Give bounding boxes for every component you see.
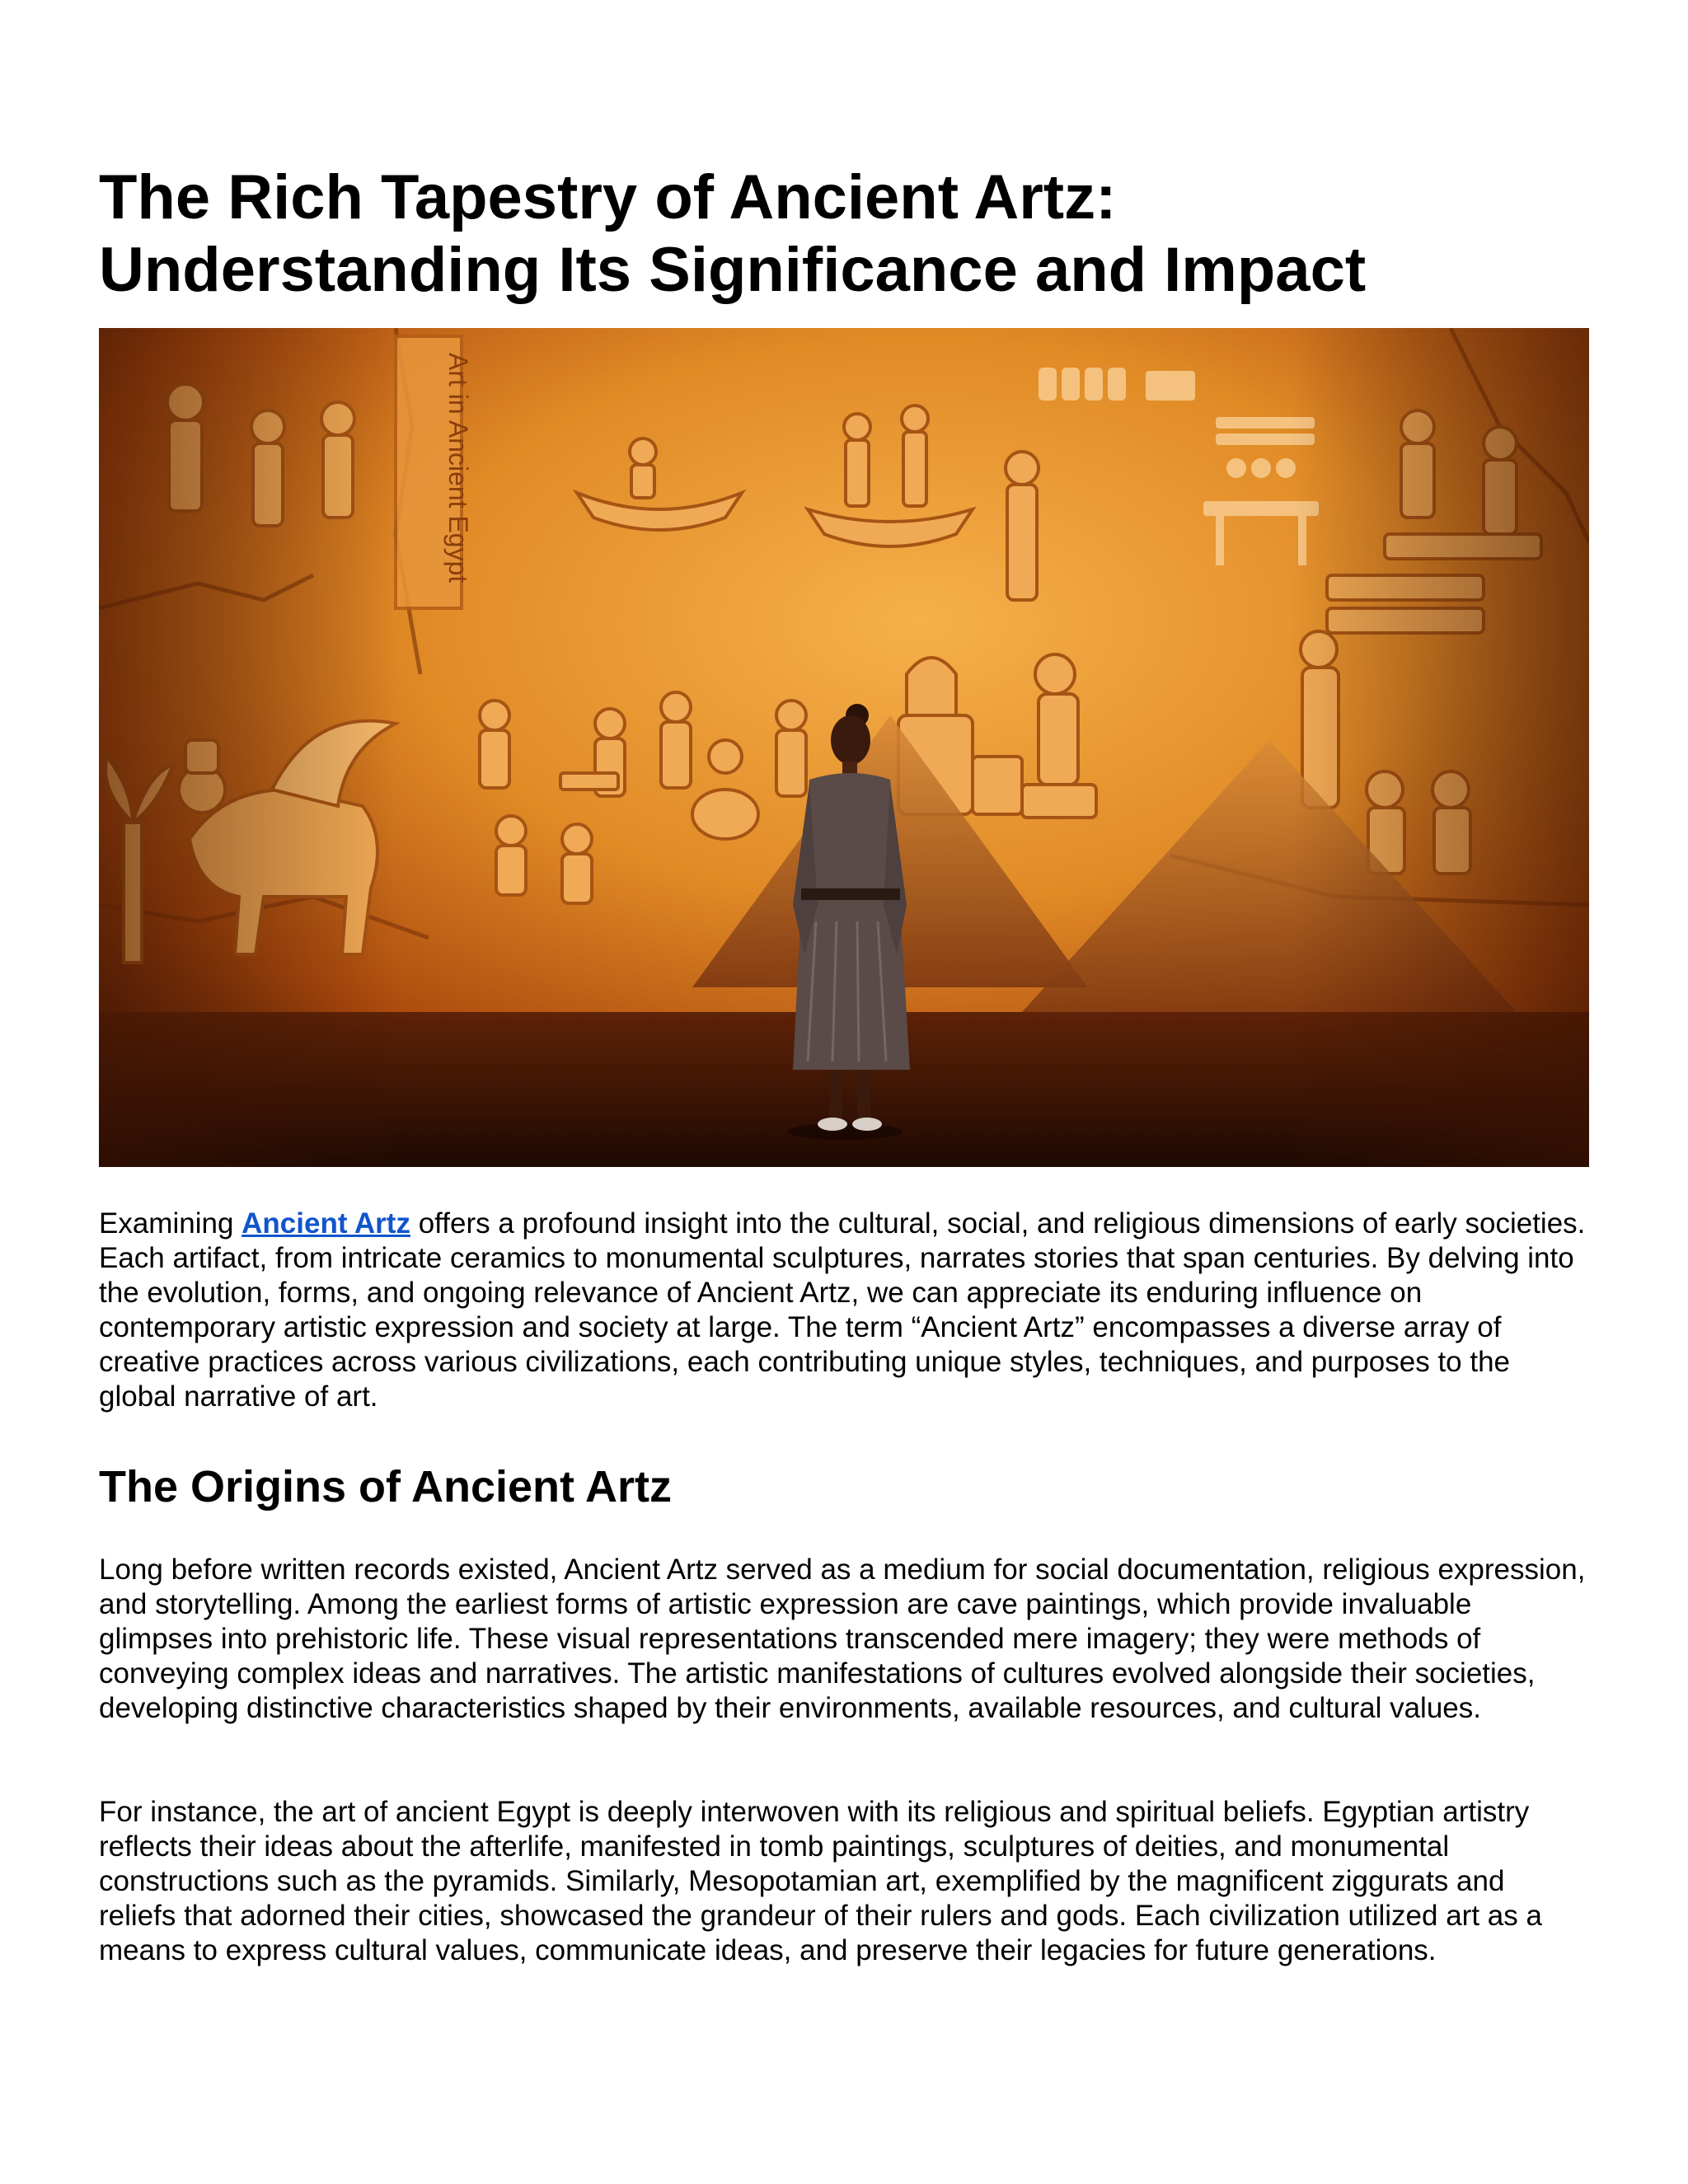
origins-paragraph-1: Long before written records existed, Ancient Artz served as a medium for social documentation, religious expression, and storytelling. Among the earliest forms of artistic expression are cave paintings, which provide invaluable glimpses into prehistoric life. These visual representations transcended mere imagery; they were methods of conveying complex ideas and narratives. The artistic manifestations of cultures evolved alongside their societies, developing distinctive characteristics shaped by their environments, available resources, and cultural values. bbox=[99, 1554, 1586, 1724]
article-title bbox=[99, 162, 1589, 307]
origins-paragraph-2: For instance, the art of ancient Egypt is deeply interwoven with its religious and spiritual beliefs. Egyptian artistry reflects their ideas about the afterlife, manifested in tomb paintings, sculptures of deities, and monumental constructions such as the pyramids. Similarly, Mesopotamian art, exemplified by the magnificent ziggurats and reliefs that adorned their cities, showcased the grandeur of their rulers and gods. Each civilization utilized art as a means to express cultural values, communicate ideas, and preserve their legacies for future generations. bbox=[99, 1796, 1542, 1966]
article-title-line-1: The Rich Tapestry of Ancient Artz: bbox=[99, 162, 1117, 232]
intro-text-after-link: offers a profound insight into the cultural, social, and religious dimensions of early societies. Each artifact, from intricate ceramics to monumental sculptures, narrates stories that span centuries. By delving into the evolution, forms, and ongoing relevance of Ancient Artz, we can appreciate its enduring influence on contemporary artistic expression and society at large. The term “Ancient Artz” encompasses a diverse array of creative practices across various civilizations, each contributing unique styles, techniques, and purposes to the global narrative of art. bbox=[99, 1207, 1586, 1413]
hero-image bbox=[99, 328, 1589, 1167]
section-heading: The Origins of Ancient Artz bbox=[99, 1462, 673, 1511]
article-title-line-2: Understanding Its Significance and Impact bbox=[99, 235, 1367, 305]
ancient-artz-link[interactable]: Ancient Artz bbox=[241, 1207, 410, 1240]
hero-illustration bbox=[99, 328, 1589, 1167]
intro-text-before-link: Examining bbox=[99, 1207, 242, 1240]
intro-paragraph bbox=[99, 1207, 1589, 1414]
